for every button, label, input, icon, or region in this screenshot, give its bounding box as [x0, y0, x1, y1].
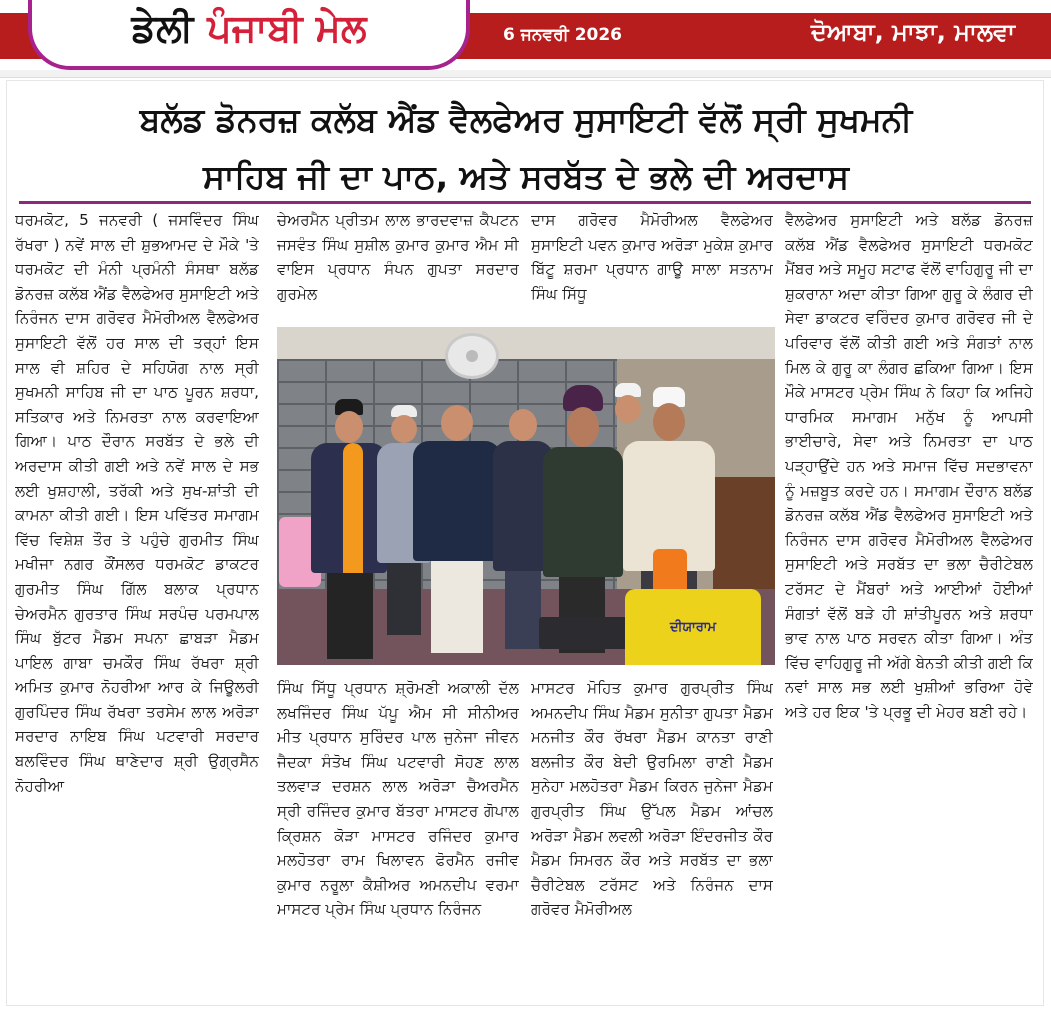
article-column-1: ਧਰਮਕੋਟ, 5 ਜਨਵਰੀ ( ਜਸਵਿੰਦਰ ਸਿੰਘ ਰੱਖਰਾ ) ਨਵੇਂ ਸਾਲ ਦੀ ਸ਼ੁਭਆਮਦ ਦੇ ਮੌਕੇ 'ਤੇ ਧਰਮਕੋਟ ਦੀ ਮੰਨੀ ਪ੍ਰਮੰਨੀ ਸੰਸਥਾ ਬਲੱਡ ਡੋਨਰਜ਼ ਕਲੱਬ ਐਂਡ ਵੈਲਫੇਅਰ ਸੁਸਾਇਟੀ ਅਤੇ ਨਿਰੰਜਨ ਦਾਸ ਗਰੋਵਰ ਮੈਮੋਰੀਅਲ ਵੈਲਫੇਅਰ ਸੁਸਾਇਟੀ ਵੱਲੋਂ ਹਰ ਸਾਲ ਦੀ ਤਰ੍ਹਾਂ ਇਸ ਸਾਲ ਵੀ ਸ਼ਹਿਰ ਦੇ ਸਹਿਯੋਗ ਨਾਲ ਸ੍ਰੀ ਸੁਖਮਨੀ ਸਾਹਿਬ ਜੀ ਦਾ ਪਾਠ ਪੂਰਨ ਸ਼ਰਧਾ, ਸਤਿਕਾਰ ਅਤੇ ਨਿਮਰਤਾ ਨਾਲ ਕਰਵਾਇਆ ਗਿਆ। ਪਾਠ ਦੌਰਾਨ ਸਰਬੱਤ ਦੇ ਭਲੇ ਦੀ ਅਰਦਾਸ ਕੀਤੀ ਗਈ ਅਤੇ ਨਵੇਂ ਸਾਲ ਦੇ ਸਭ ਲਈ ਖੁਸ਼ਹਾਲੀ, ਤਰੱਕੀ ਅਤੇ ਸੁਖ-ਸ਼ਾਂਤੀ ਦੀ ਕਾਮਨਾ ਕੀਤੀ ਗਈ। ਇਸ ਪਵਿੱਤਰ ਸਮਾਗਮ ਵਿੱਚ ਵਿਸ਼ੇਸ਼ ਤੌਰ ਤੇ ਪਹੁੰਚੇ ਗੁਰਮੀਤ ਸਿੰਘ ਮਖੀਜਾ ਨਗਰ ਕੌਂਸਲਰ ਧਰਮਕੋਟ ਡਾਕਟਰ ਗੁਰਮੀਤ ਸਿੰਘ ਗਿੱਲ ਬਲਾਕ ਪ੍ਰਧਾਨ ਚੇਅਰਮੈਨ ਗੁਰਤਾਰ ਸਿੰਘ ਸਰਪੰਚ ਪਰਮਪਾਲ ਸਿੰਘ ਬੁੱਟਰ ਮੈਡਮ ਸਪਨਾ ਛਾਬੜਾ ਮੈਡਮ ਪਾਇਲ ਗਾਬਾ ਚਮਕੌਰ ਸਿੰਘ ਰੱਖਰਾ ਸ਼੍ਰੀ ਅਮਿਤ ਕੁਮਾਰ ਨੋਹਰੀਆ ਆਰ ਕੇ ਜਿਊਲਰੀ ਗੁਰਪਿੰਦਰ ਸਿੰਘ ਰੱਖਰਾ ਤਰਸੇਮ ਲਾਲ ਅਰੋੜਾ ਸਰਦਾਰ ਨਾਇਬ ਸਿੰਘ ਪਟਵਾਰੀ ਸਰਦਾਰ ਬਲਵਿੰਦਰ ਸਿੰਘ ਥਾਣੇਦਾਰ ਸ਼੍ਰੀ ਉਗ੍ਰਸੈਨ ਨੋਹਰੀਆ: [15, 211, 259, 795]
headline-line-1: ਬਲੱਡ ਡੋਨਰਜ਼ ਕਲੱਬ ਐਂਡ ਵੈਲਫੇਅਰ ਸੁਸਾਇਟੀ ਵੱਲੋਂ ਸ੍ਰੀ ਸੁਖਮਨੀ: [139, 100, 913, 139]
photo-bag-label: ਦੀਯਾਰਾਮ: [669, 619, 717, 635]
article-column-3-top: ਦਾਸ ਗਰੋਵਰ ਮੈਮੋਰੀਅਲ ਵੈਲਫੇਅਰ ਸੁਸਾਇਟੀ ਪਵਨ ਕੁਮਾਰ ਅਰੋੜਾ ਮੁਕੇਸ਼ ਕੁਮਾਰ ਬਿੱਟੂ ਸ਼ਰਮਾ ਪ੍ਰਧਾਨ ਗਾਊ ਸਾਲਾ ਸਤਨਾਮ ਸਿੰਘ ਸਿੱਧੂ: [531, 211, 773, 303]
photo-person-3: [409, 395, 505, 657]
photo-gift-box: [539, 617, 633, 649]
masthead: [0, 0, 1051, 70]
photo-person-7: [607, 383, 647, 463]
newspaper-logo[interactable]: [28, 0, 470, 70]
news-article: [6, 80, 1044, 1006]
article-column-2-bottom: ਸਿੰਘ ਸਿੱਧੂ ਪ੍ਰਧਾਨ ਸ਼੍ਰੋਮਣੀ ਅਕਾਲੀ ਦੱਲ ਲਖਜਿੰਦਰ ਸਿੰਘ ਪੱਪੂ ਐਮ ਸੀ ਸੀਨੀਅਰ ਮੀਤ ਪ੍ਰਧਾਨ ਸੁਰਿੰਦਰ ਪਾਲ ਜੁਨੇਜਾ ਜੀਵਨ ਜੈਦਕਾ ਸੰਤੋਖ ਸਿੰਘ ਪਟਵਾਰੀ ਸੋਹਣ ਲਾਲ ਤਲਵਾੜ ਦਰਸ਼ਨ ਲਾਲ ਅਰੋੜਾ ਚੈਅਰਮੈਨ ਸ੍ਰੀ ਰਜਿੰਦਰ ਕੁਮਾਰ ਬੱਤਰਾ ਮਾਸਟਰ ਗੋਪਾਲ ਕ੍ਰਿਸ਼ਨ ਕੋੜਾ ਮਾਸਟਰ ਰਜਿੰਦਰ ਕੁਮਾਰ ਮਲਹੋਤਰਾ ਰਾਮ ਖਿਲਾਵਨ ਫੋਰਮੈਨ ਰਜੀਵ ਕੁਮਾਰ ਨਰੂਲਾ ਕੈਸ਼ੀਅਰ ਅਮਨਦੀਪ ਵਰਮਾ ਮਾਸਟਰ ਪ੍ਰੇਮ ਸਿੰਘ ਪ੍ਰਧਾਨ ਨਿਰੰਜਨ: [277, 679, 519, 919]
event-photo[interactable]: [277, 327, 775, 665]
article-column-3-bottom: ਮਾਸਟਰ ਮੋਹਿਤ ਕੁਮਾਰ ਗੁਰਪ੍ਰੀਤ ਸਿੰਘ ਅਮਨਦੀਪ ਸਿੰਘ ਮੈਡਮ ਸੁਨੀਤਾ ਗੁਪਤਾ ਮੈਡਮ ਮਨਜੀਤ ਕੌਰ ਰੱਖਰਾ ਮੈਡਮ ਕਾਨਤਾ ਰਾਣੀ ਬਲਜੀਤ ਕੌਰ ਬੇਦੀ ਉਰਮਿਲਾ ਰਾਣੀ ਮੈਡਮ ਸੁਨੇਹਾ ਮਲਹੋਤਰਾ ਮੈਡਮ ਕਿਰਨ ਜੁਨੇਜਾ ਮੈਡਮ ਗੁਰਪ੍ਰੀਤ ਸਿੰਘ ਉੱਪਲ ਮੈਡਮ ਆਂਚਲ ਅਰੋੜਾ ਮੈਡਮ ਲਵਲੀ ਅਰੋੜਾ ਇੰਦਰਜੀਤ ਕੌਰ ਮੈਡਮ ਸਿਮਰਨ ਕੌਰ ਅਤੇ ਸਰਬੱਤ ਦਾ ਭਲਾ ਚੈਰੀਟੇਬਲ ਟਰੱਸਟ ਅਤੇ ਨਿਰੰਜਨ ਦਾਸ ਗਰੋਵਰ ਮੈਮੋਰੀਅਲ: [531, 679, 773, 919]
photo-yellow-gift-bag: [625, 589, 761, 665]
article-column-2-top: ਚੇਅਰਮੈਨ ਪ੍ਰੀਤਮ ਲਾਲ ਭਾਰਦਵਾਜ਼ ਕੈਪਟਨ ਜਸਵੰਤ ਸਿੰਘ ਸੁਸ਼ੀਲ ਕੁਮਾਰ ਕੁਮਾਰ ਐਮ ਸੀ ਵਾਇਸ ਪ੍ਰਧਾਨ ਸੰਪਨ ਗੁਪਤਾ ਸਰਦਾਰ ਗੁਰਮੇਲ: [277, 211, 519, 303]
article-column-4: ਵੈਲਫੇਅਰ ਸੁਸਾਇਟੀ ਅਤੇ ਬਲੱਡ ਡੋਨਰਜ਼ ਕਲੱਬ ਐਂਡ ਵੈਲਫੇਅਰ ਸੁਸਾਇਟੀ ਧਰਮਕੋਟ ਮੈਂਬਰ ਅਤੇ ਸਮੂਹ ਸਟਾਫ ਵੱਲੋਂ ਵਾਹਿਗੁਰੂ ਜੀ ਦਾ ਸ਼ੁਕਰਾਨਾ ਅਦਾ ਕੀਤਾ ਗਿਆ ਗੁਰੂ ਕੇ ਲੰਗਰ ਦੀ ਸੇਵਾ ਡਾਕਟਰ ਵਰਿੰਦਰ ਕੁਮਾਰ ਗਰੋਵਰ ਜੀ ਦੇ ਪਰਿਵਾਰ ਵੱਲੋਂ ਕੀਤੀ ਗਈ ਅਤੇ ਸੰਗਤਾਂ ਨਾਲ ਮਿਲ ਕੇ ਗੁਰੂ ਕਾ ਲੰਗਰ ਛਕਿਆ ਗਿਆ। ਇਸ ਮੌਕੇ ਮਾਸਟਰ ਪ੍ਰੇਮ ਸਿੰਘ ਨੇ ਕਿਹਾ ਕਿ ਅਜਿਹੇ ਧਾਰਮਿਕ ਸਮਾਗਮ ਮਨੁੱਖ ਨੂੰ ਆਪਸੀ ਭਾਈਚਾਰੇ, ਸੇਵਾ ਅਤੇ ਨਿਮਰਤਾ ਦਾ ਪਾਠ ਪੜ੍ਹਾਉਂਦੇ ਹਨ ਅਤੇ ਸਮਾਜ ਵਿੱਚ ਸਦਭਾਵਨਾ ਨੂੰ ਮਜ਼ਬੂਤ ਕਰਦੇ ਹਨ। ਸਮਾਗਮ ਦੌਰਾਨ ਬਲੱਡ ਡੋਨਰਜ਼ ਕਲੱਬ ਐਂਡ ਵੈਲਫੇਅਰ ਸੁਸਾਇਟੀ ਅਤੇ ਨਿਰੰਜਨ ਦਾਸ ਗਰੋਵਰ ਮੈਮੋਰੀਅਲ ਵੈਲਫੇਅਰ ਸੁਸਾਇਟੀ ਅਤੇ ਸਰਬੱਤ ਦਾ ਭਲਾ ਚੈਰੀਟੇਬਲ ਟਰੱਸਟ ਦੇ ਮੈਂਬਰਾਂ ਅਤੇ ਆਈਆਂ ਹੋਈਆਂ ਸੰਗਤਾਂ ਵੱਲੋਂ ਬੜੇ ਹੀ ਸ਼ਾਂਤੀਪੂਰਨ ਅਤੇ ਸ਼ਰਧਾ ਭਾਵ ਨਾਲ ਪਾਠ ਸਰਵਨ ਕੀਤਾ ਗਿਆ। ਅੰਤ ਵਿੱਚ ਵਾਹਿਗੁਰੂ ਜੀ ਅੱਗੇ ਬੇਨਤੀ ਕੀਤੀ ਗਈ ਕਿ ਨਵਾਂ ਸਾਲ ਸਭ ਲਈ ਖੁਸ਼ੀਆਂ ਭਰਿਆ ਹੋਵੇ ਅਤੇ ਹਰ ਇਕ 'ਤੇ ਪ੍ਰਭੂ ਦੀ ਮੇਹਰ ਬਣੀ ਰਹੇ।: [785, 211, 1033, 721]
logo-word-daily: ਡੇਲੀ: [131, 5, 194, 50]
wall-fan-icon: [445, 333, 499, 379]
issue-date: 6 ਜਨਵਰੀ 2026: [503, 25, 623, 45]
headline-line-2: ਸਾਹਿਬ ਜੀ ਦਾ ਪਾਠ, ਅਤੇ ਸਰਬੱਤ ਦੇ ਭਲੇ ਦੀ ਅਰਦਾਸ: [203, 157, 849, 196]
region-tagline: ਦੋਆਬਾ, ਮਾਝਾ, ਮਾਲਵਾ: [810, 18, 1015, 46]
headline-divider: [19, 201, 1031, 204]
masthead-divider: [0, 70, 1051, 78]
photo-ceiling: [277, 327, 775, 359]
article-headline: [21, 91, 1031, 205]
logo-word-punjabi-mail: ਪੰਜਾਬੀ ਮੇਲ: [207, 5, 367, 50]
